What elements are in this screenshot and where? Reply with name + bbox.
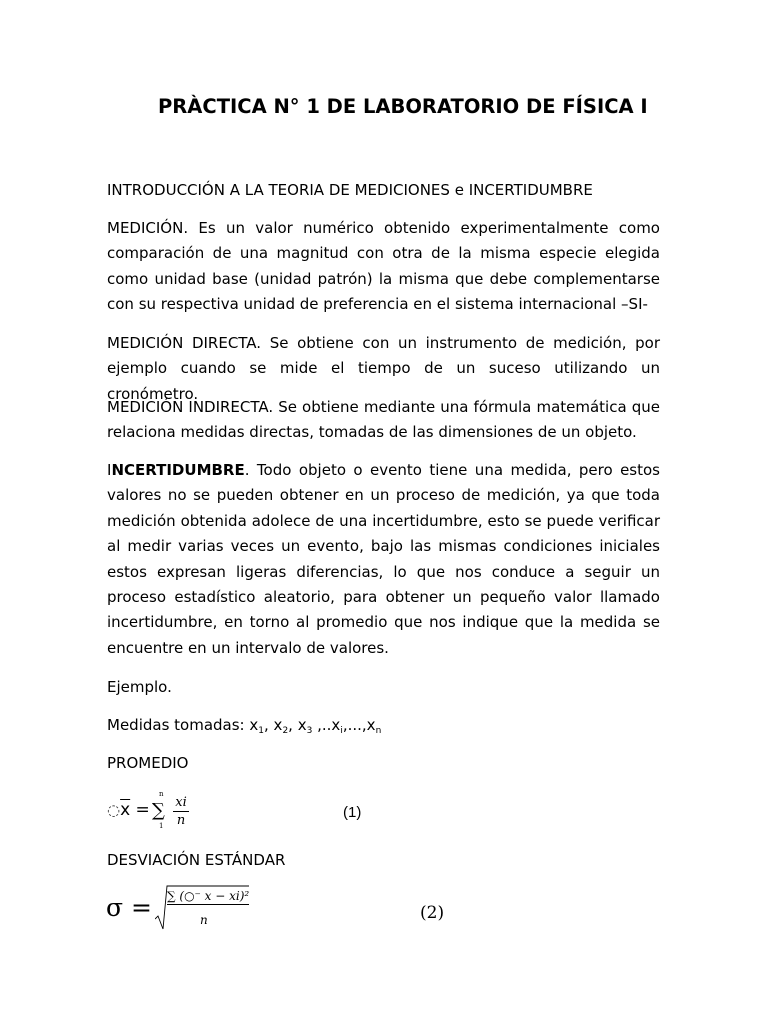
- measures-label: Medidas tomadas:: [107, 716, 250, 734]
- formula2-number: (2): [420, 903, 445, 923]
- formula2-sqrt: [155, 883, 250, 933]
- formula1-numerator: xi: [173, 795, 189, 812]
- formula2-numerator: ∑ (○⁻ x − xi)²: [167, 889, 250, 903]
- page-title: PRÀCTICA N° 1 DE LABORATORIO DE FÍSICA I: [158, 95, 648, 118]
- section-heading: INTRODUCCIÓN A LA TEORIA DE MEDICIONES e INCERTIDUMBRE: [107, 181, 593, 199]
- promedio-label: PROMEDIO: [107, 754, 189, 772]
- paragraph-medicion-directa: MEDICIÓN DIRECTA. Se obtiene con un instrumento de medición, por ejemplo cuando se mide el tiempo de un suceso utilizando un cronómetro.: [107, 334, 660, 403]
- formula2-lhs: σ =: [106, 893, 152, 922]
- incertidumbre-lead: I: [107, 461, 112, 479]
- measures-line: Medidas tomadas: $x_1$, $x_2$, $x_3$ $,..x_i,...,x_n$: [107, 716, 382, 736]
- formula1-sum: ∑ n 1: [152, 790, 165, 830]
- paragraph-medicion-indirecta: MEDICIÓN INDIRECTA. Se obtiene mediante una fórmula matemática que relaciona medidas directas, tomadas de las dimensiones de un objeto.: [107, 398, 660, 442]
- formula1-number: (1): [343, 804, 362, 821]
- formula1-denominator: n: [176, 813, 186, 828]
- incertidumbre-term-bold: NCERTIDUMBRE: [111, 461, 245, 479]
- formula1-lhs: $◌\overline{x}$ =: [107, 800, 150, 820]
- paragraph-medicion: MEDICIÓN. Es un valor numérico obtenido experimentalmente como comparación de una magnitud con otra de la misma especie elegida como unidad base (unidad patrón) la misma que debe complementarse con su respectiva unidad de preferencia en el sistema internacional –SI-: [107, 219, 660, 314]
- desviacion-label: DESVIACIÓN ESTÁNDAR: [107, 851, 286, 869]
- incertidumbre-body: . Todo objeto o evento tiene una medida, pero estos valores no se pueden obtener en un proceso de medición, ya que toda medición obtenida adolece de una incertidumbre, esto se puede verificar al medir varias veces un evento, bajo las mismas condiciones iniciales estos expresan ligeras diferencias, lo que nos conduce a seguir un proceso estadístico aleatorio, para obtener un pequeño valor llamado incertidumbre, en torno al promedio que nos indique que la medida se encuentre en un intervalo de valores.: [107, 461, 660, 657]
- formula2-denominator: n: [200, 913, 208, 927]
- paragraph-incertidumbre: [107, 458, 660, 661]
- formula1-fraction: [173, 795, 189, 828]
- example-label: Ejemplo.: [107, 678, 172, 696]
